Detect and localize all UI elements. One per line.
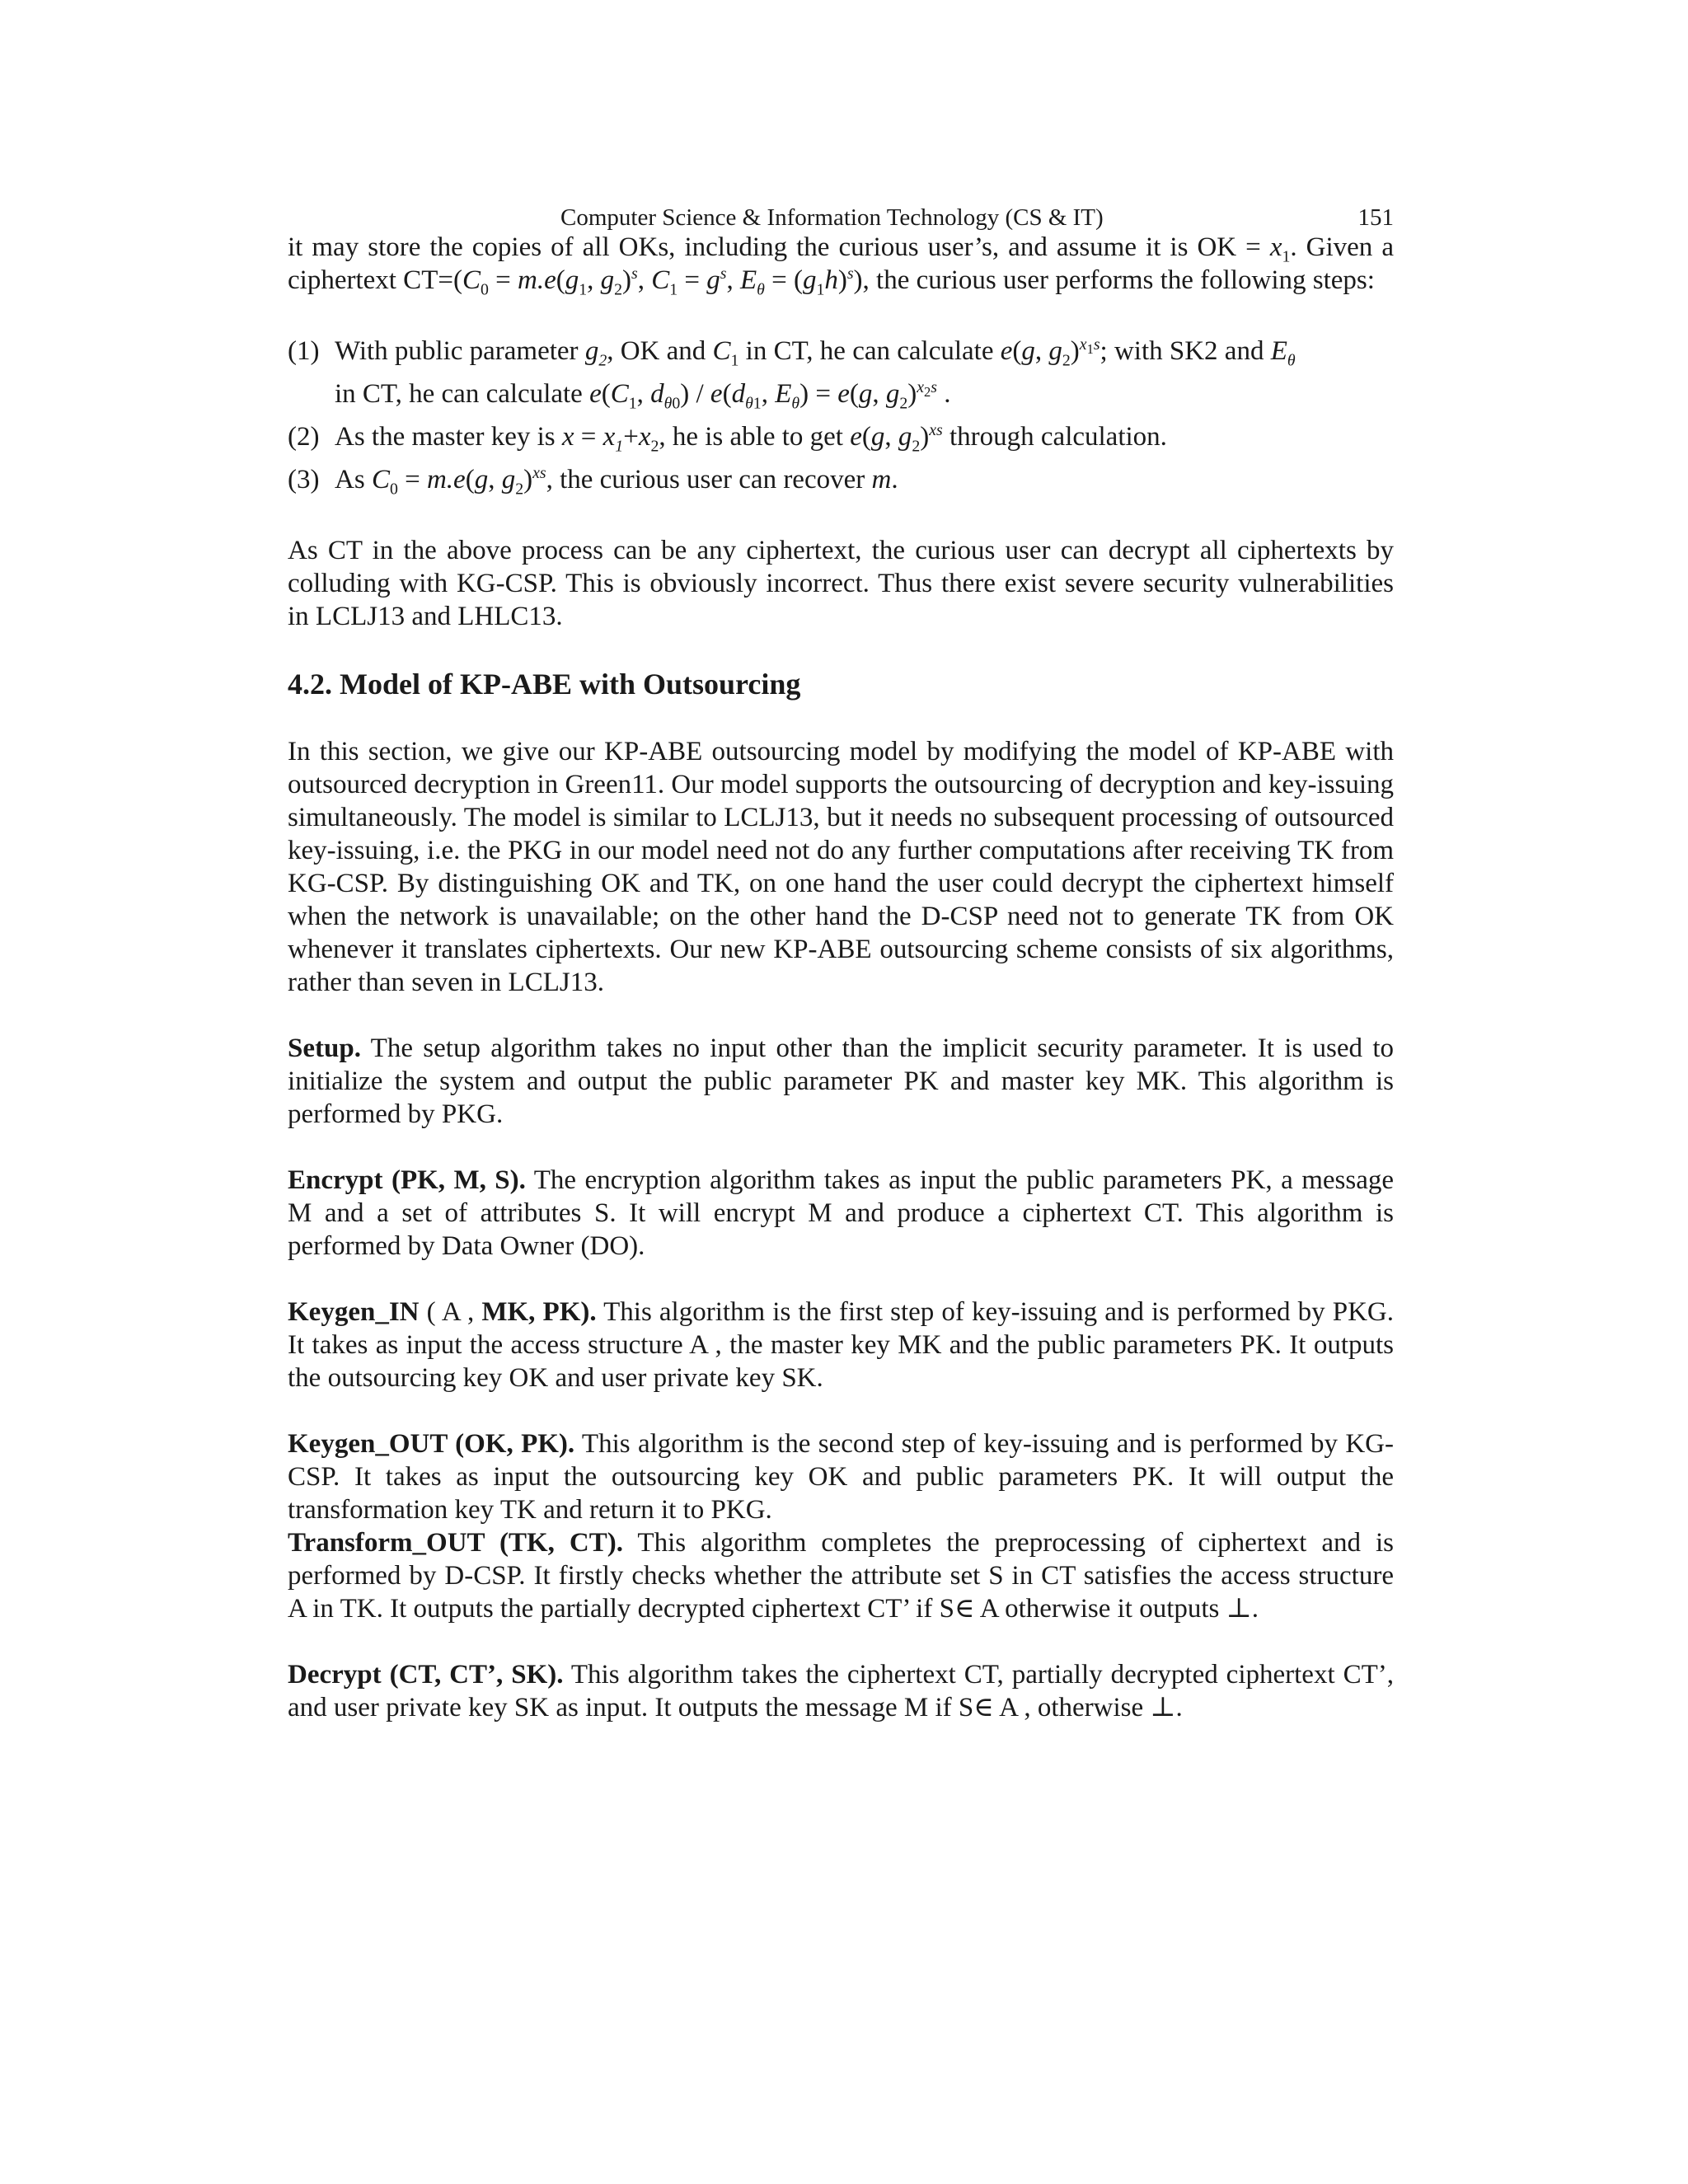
page-body	[288, 231, 1394, 1724]
conclusion-paragraph: As CT in the above process can be any ciphertext, the curious user can decrypt all ciphertexts by colluding with KG-CSP. This is obviously incorrect. Thus there exist severe security vulnerabilities in LCLJ13 and LHLC13.	[288, 536, 1394, 631]
algorithm-encrypt: Encrypt (PK, M, S). The encryption algorithm takes as input the public parameters PK, a message M and a set of attributes S. It will encrypt M and produce a ciphertext CT. This algorithm is performed by Data Owner (DO).	[288, 1165, 1394, 1261]
intro-paragraph: it may store the copies of all OKs, including the curious user’s, and assume it is OK = $x_1$. Given a ciphertext $CT=(C_0 = m.e(g_1$, $g_2)^s$, $C_1 = g^s$, $E_\theta = (g_1h)^s$), the curious user performs the following steps:	[288, 232, 1394, 299]
running-header	[288, 201, 1394, 234]
formula: $C_1$	[712, 336, 739, 370]
formula: $g_2$	[584, 336, 607, 370]
algorithm-decrypt: Decrypt (CT, CT’, SK). This algorithm takes the ciphertext CT, partially decrypted ciphertext CT’, and user private key SK as input. It outputs the message M if S∈ A , otherwise ⊥.	[288, 1660, 1394, 1722]
formula: $E_\theta$	[1270, 336, 1296, 370]
formula: $C_0 = m.e(g$, $g_2)^{xs}$	[371, 464, 546, 499]
algorithm-keygen-in: Keygen_IN ( A , MK, PK). This algorithm is the first step of key-issuing and is performed by PKG. It takes as input the access structure A , the master key MK and the public parameters PK. It outputs the outsourcing key OK and user private key SK.	[288, 1297, 1395, 1393]
page-number: 151	[1357, 204, 1394, 231]
formula: $x = x_1+x_2$	[561, 422, 659, 456]
formula: e	[1000, 336, 1013, 366]
formula: e(g, $g_2)^{xs}$	[850, 421, 943, 456]
journal-title: Computer Science & Information Technology (CS & IT)	[560, 204, 1104, 231]
algorithm-transform-out: Transform_OUT (TK, CT). This algorithm completes the preprocessing of ciphertext and is performed by D-CSP. It firstly checks whether the attribute set S in CT satisfies the access structure A in TK. It outputs the partially decrypted ciphertext CT’ if S∈ A otherwise it outputs ⊥.	[288, 1528, 1394, 1624]
algorithm-keygen-out: Keygen_OUT (OK, PK). This algorithm is the second step of key-issuing and is performed by KG-CSP. It takes as input the outsourcing key OK and public parameters PK. It will output the transformation key TK and return it to PKG.	[288, 1429, 1395, 1525]
section-intro-paragraph: In this section, we give our KP-ABE outsourcing model by modifying the model of KP-ABE with outsourced decryption in Green11. Our model supports the outsourcing of decryption and key-issuing simultaneously. The model is similar to LCLJ13, but it needs no subsequent processing of outsourced key-issuing, i.e. the PKG in our model need not do any further computations after receiving TK from KG-CSP. By distinguishing OK and TK, on one hand the user could decrypt the ciphertext himself when the network is unavailable; on the other hand the D-CSP need not to generate TK from OK whenever it translates ciphertexts. Our new KP-ABE outsourcing scheme consists of six algorithms, rather than seven in LCLJ13.	[288, 737, 1394, 997]
list-item: (3) As $C_0 = m.e(g$, $g_2)^{xs}$, the curious user can recover m.	[288, 464, 898, 499]
list-item: (2) As the master key is $x = x_1+x_2$, he is able to get e(g, $g_2)^{xs}$ through calculation.	[288, 421, 1167, 456]
ciphertext-formula: ($C_0 = m.e(g_1$, $g_2)^s$, $C_1 = g^s$, $E_\theta = (g_1h)^s$)	[452, 265, 863, 299]
list-item: (1) With public parameter $g_2$, OK and $C_1$ in CT, he can calculate e(g, $g_2)^{x_1s}$; with SK2 and $E_\theta$ in CT, he can calculate $e(C_1$, $d_{\theta 0}) / e(d_{\theta 1}$, $E_\theta) = e(g$, $g_2)^{x_2s}$ .	[288, 335, 1296, 413]
formula: $e(C_1$, $d_{\theta 0}) / e(d_{\theta 1}$, $E_\theta) = e(g$, $g_2)^{x_2s}$	[589, 378, 937, 413]
algorithm-setup: Setup. The setup algorithm takes no input other than the implicit security parameter. It is used to initialize the system and output the public parameter PK and master key MK. This algorithm is performed by PKG.	[288, 1033, 1394, 1129]
section-heading: 4.2. Model of KP-ABE with Outsourcing	[288, 668, 801, 701]
